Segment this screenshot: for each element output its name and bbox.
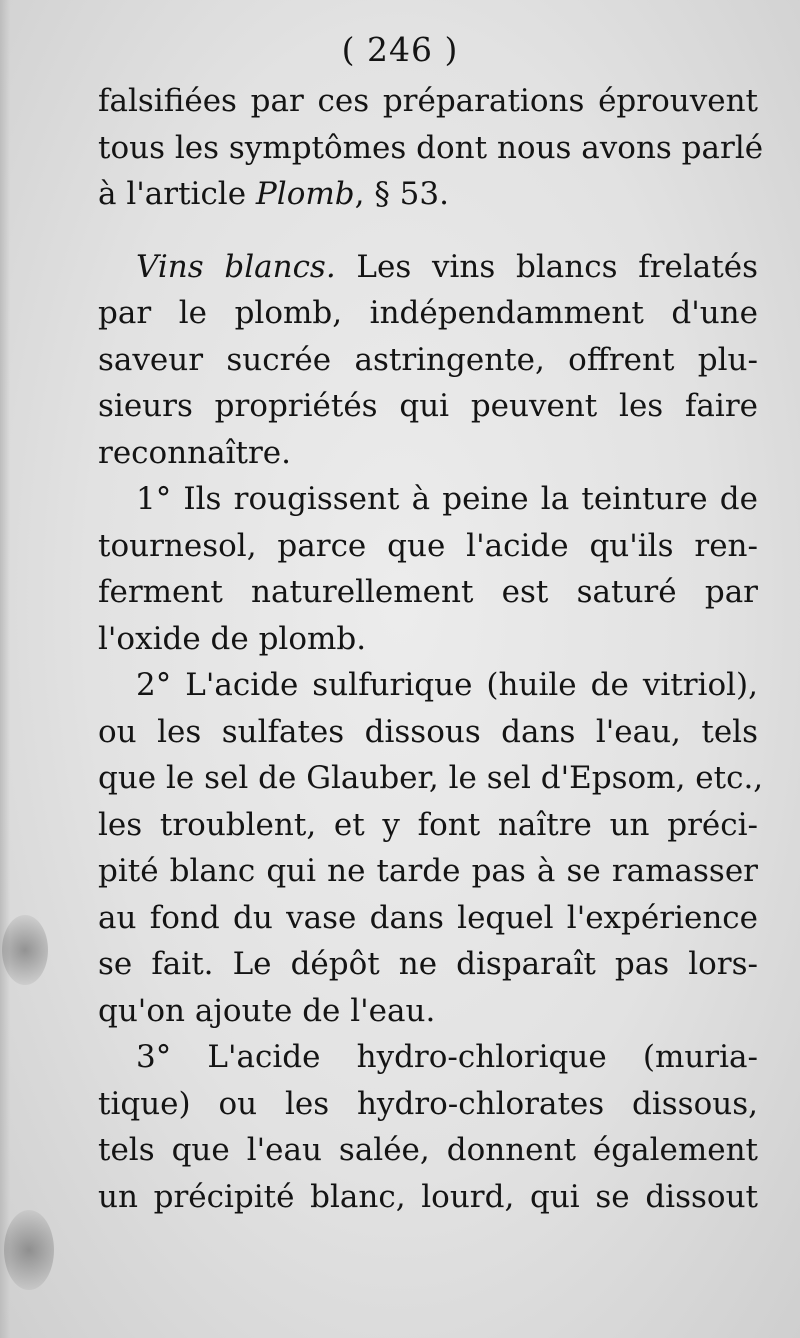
body-text [98,78,764,1220]
text-line [98,244,758,291]
text-fragment: Les vins blancs frelatés [335,248,758,285]
text-line: un précipité blanc, lourd, qui se dissout [98,1178,758,1215]
text-line: falsifiées par ces préparations éprouvent [98,83,758,119]
text-line: sieurs propriétés qui peuvent les faire [98,388,758,424]
text-fragment: à l'article [98,176,256,212]
text-line: 2° L'acide sulfurique (huile de vitriol), [136,667,758,703]
italic-term: Plomb [255,176,355,212]
text-fragment: , § 53. [354,176,449,212]
page-number: ( 246 ) [341,30,459,69]
ink-smudge [4,1210,54,1290]
text-line: que le sel de Glauber, le sel d'Epsom, etc., [98,760,764,796]
text-line: qu'on ajoute de l'eau. [98,992,436,1029]
text-line: les troublent, et y font naître un préci- [98,806,758,843]
text-line: 3° L'acide hydro-chlorique (muria- [136,1039,758,1075]
section-heading: Vins blancs. [136,248,336,285]
text-line: 1° Ils rougissent à peine la teinture de [136,481,758,517]
text-line: tels que l'eau salée, donnent également [98,1132,758,1168]
text-line: par le plomb, indépendamment d'une [98,295,758,331]
text-line [98,171,758,218]
text-line: au fond du vase dans lequel l'expérience [98,899,758,936]
text-line: saveur sucrée astringente, offrent plu- [98,341,758,378]
text-line: ferment naturellement est saturé par [98,574,758,610]
text-line: pité blanc qui ne tarde pas à se ramasser [98,853,758,889]
ink-smudge [2,915,48,985]
page-edge-shadow [0,0,10,1338]
text-line: tous les symptômes dont nous avons parlé [98,129,764,166]
text-line: ou les sulfates dissous dans l'eau, tels [98,713,758,750]
paragraph-gap [98,218,758,244]
text-line: se fait. Le dépôt ne disparaît pas lors- [98,946,758,982]
text-line: tournesol, parce que l'acide qu'ils ren- [98,527,758,564]
text-line: tique) ou les hydro-chlorates dissous, [98,1085,758,1122]
text-line: l'oxide de plomb. [98,620,367,657]
text-line: reconnaître. [98,434,291,471]
